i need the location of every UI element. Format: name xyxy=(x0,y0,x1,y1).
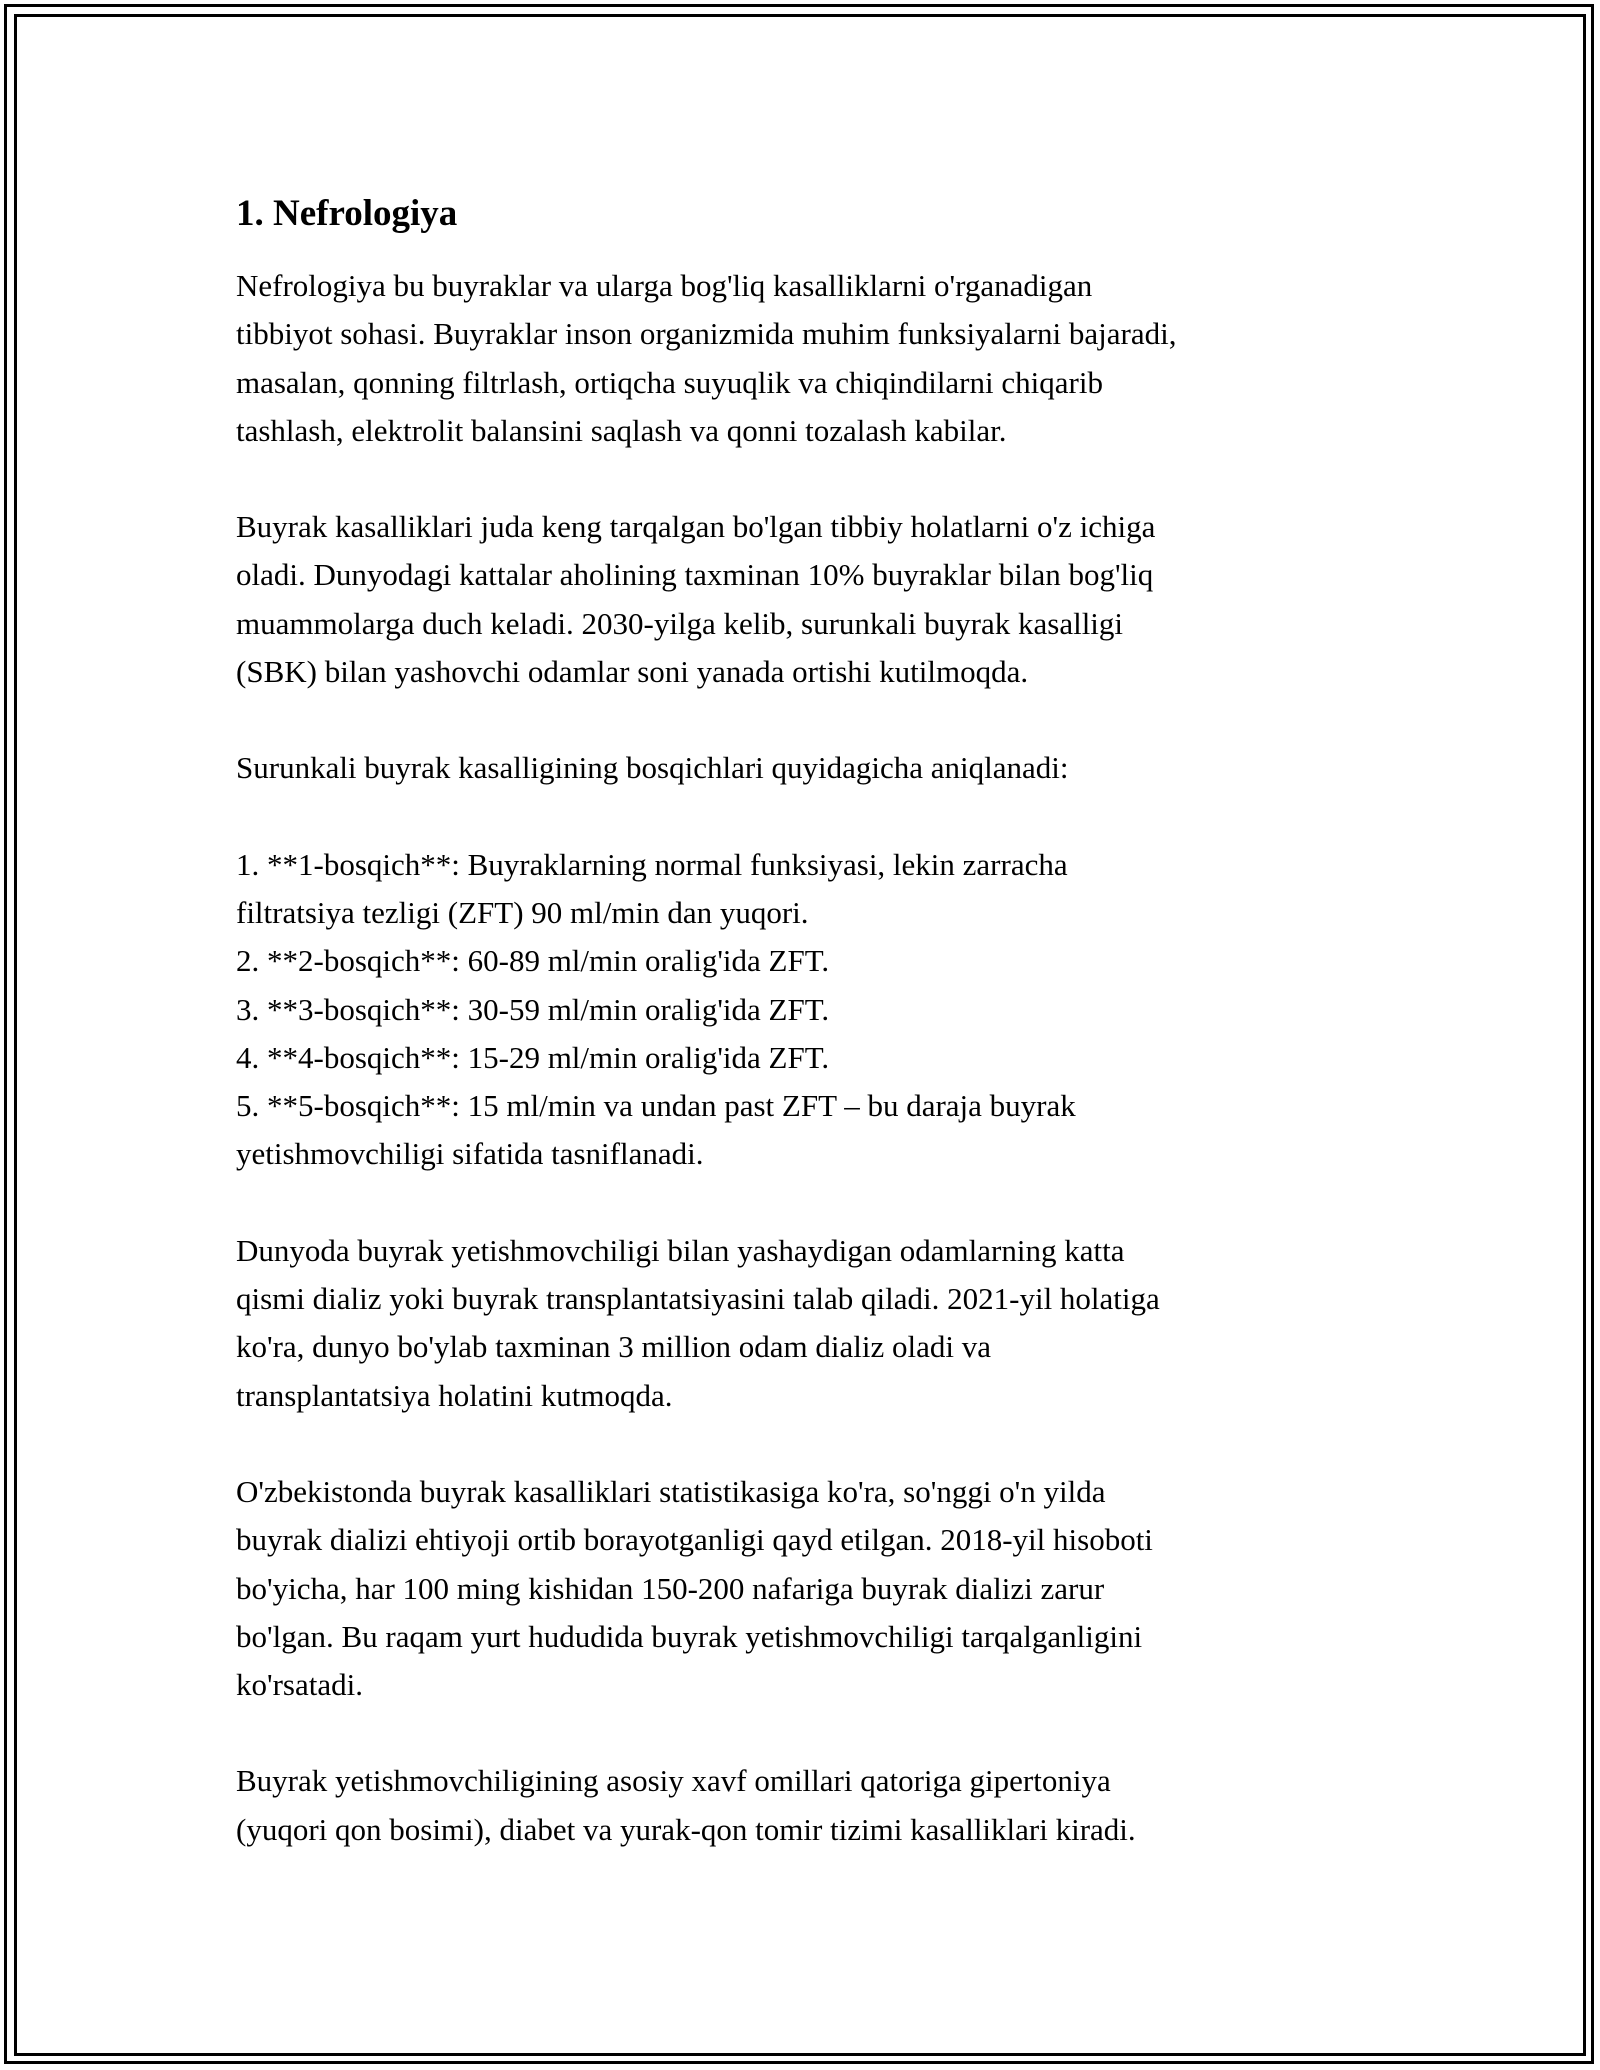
paragraph xyxy=(236,1227,1366,1420)
text-line: qismi dializ yoki buyrak transplantatsiyasini talab qiladi. 2021-yil holatiga xyxy=(236,1281,1160,1317)
document-body xyxy=(236,188,1366,1854)
paragraph xyxy=(236,1757,1366,1854)
text-line: masalan, qonning filtrlash, ortiqcha suyuqlik va chiqindilarni chiqarib xyxy=(236,364,1103,400)
text-line: (yuqori qon bosimi), diabet va yurak-qon tomir tizimi kasalliklari kiradi. xyxy=(236,1811,1136,1847)
text-line: bo'yicha, har 100 ming kishidan 150-200 nafariga buyrak dializi zarur xyxy=(236,1570,1105,1606)
text-line: yetishmovchiligi sifatida tasniflanadi. xyxy=(236,1136,704,1172)
paragraph-gap xyxy=(236,793,1366,841)
paragraph-gap xyxy=(236,1179,1366,1227)
text-line: 3. **3-bosqich**: 30-59 ml/min oralig'ida ZFT. xyxy=(236,991,830,1027)
text-line: (SBK) bilan yashovchi odamlar soni yanada ortishi kutilmoqda. xyxy=(236,654,1029,690)
text-line: Buyrak yetishmovchiligining asosiy xavf omillari qatoriga gipertoniya xyxy=(236,1763,1111,1799)
text-line: ko'ra, dunyo bo'ylab taxminan 3 million odam dializ oladi va xyxy=(236,1329,992,1365)
text-line: tibbiyot sohasi. Buyraklar inson organizmida muhim funksiyalarni bajaradi, xyxy=(236,316,1177,352)
paragraph-gap xyxy=(236,696,1366,744)
paragraph-list xyxy=(236,262,1366,1854)
paragraph-gap xyxy=(236,1420,1366,1468)
text-line: oladi. Dunyodagi kattalar aholining taxminan 10% buyraklar bilan bog'liq xyxy=(236,557,1154,593)
paragraph xyxy=(236,841,1366,1179)
text-line: 4. **4-bosqich**: 15-29 ml/min oralig'ida ZFT. xyxy=(236,1039,830,1075)
text-line: ko'rsatadi. xyxy=(236,1667,363,1703)
text-line: Surunkali buyrak kasalligining bosqichlari quyidagicha aniqlanadi: xyxy=(236,750,1069,786)
paragraph xyxy=(236,744,1366,792)
text-line: transplantatsiya holatini kutmoqda. xyxy=(236,1377,673,1413)
text-line: filtratsiya tezligi (ZFT) 90 ml/min dan yuqori. xyxy=(236,894,809,930)
section-heading: 1. Nefrologiya xyxy=(236,193,458,234)
paragraph-gap xyxy=(236,455,1366,503)
text-line: muammolarga duch keladi. 2030-yilga kelib, surunkali buyrak kasalligi xyxy=(236,605,1124,641)
text-line: tashlash, elektrolit balansini saqlash va qonni tozalash kabilar. xyxy=(236,412,1007,448)
text-line: Nefrologiya bu buyraklar va ularga bog'liq kasalliklarni o'rganadigan xyxy=(236,268,1093,303)
paragraph xyxy=(236,262,1366,455)
paragraph-gap xyxy=(236,1709,1366,1757)
text-line: 2. **2-bosqich**: 60-89 ml/min oralig'ida ZFT. xyxy=(236,943,830,979)
text-line: O'zbekistonda buyrak kasalliklari statistikasiga ko'ra, so'nggi o'n yilda xyxy=(236,1473,1106,1509)
text-line: Buyrak kasalliklari juda keng tarqalgan bo'lgan tibbiy holatlarni o'z ichiga xyxy=(236,509,1156,545)
paragraph xyxy=(236,1468,1366,1709)
text-line: 1. **1-bosqich**: Buyraklarning normal funksiyasi, lekin zarracha xyxy=(236,846,1068,882)
text-line: Dunyoda buyrak yetishmovchiligi bilan yashaydigan odamlarning katta xyxy=(236,1232,1125,1268)
text-line: buyrak dializi ehtiyoji ortib borayotganligi qayd etilgan. 2018-yil hisoboti xyxy=(236,1522,1153,1558)
paragraph xyxy=(236,503,1366,696)
text-line: bo'lgan. Bu raqam yurt hududida buyrak yetishmovchiligi tarqalganligini xyxy=(236,1618,1143,1654)
text-line: 5. **5-bosqich**: 15 ml/min va undan past ZFT – bu daraja buyrak xyxy=(236,1088,1076,1124)
